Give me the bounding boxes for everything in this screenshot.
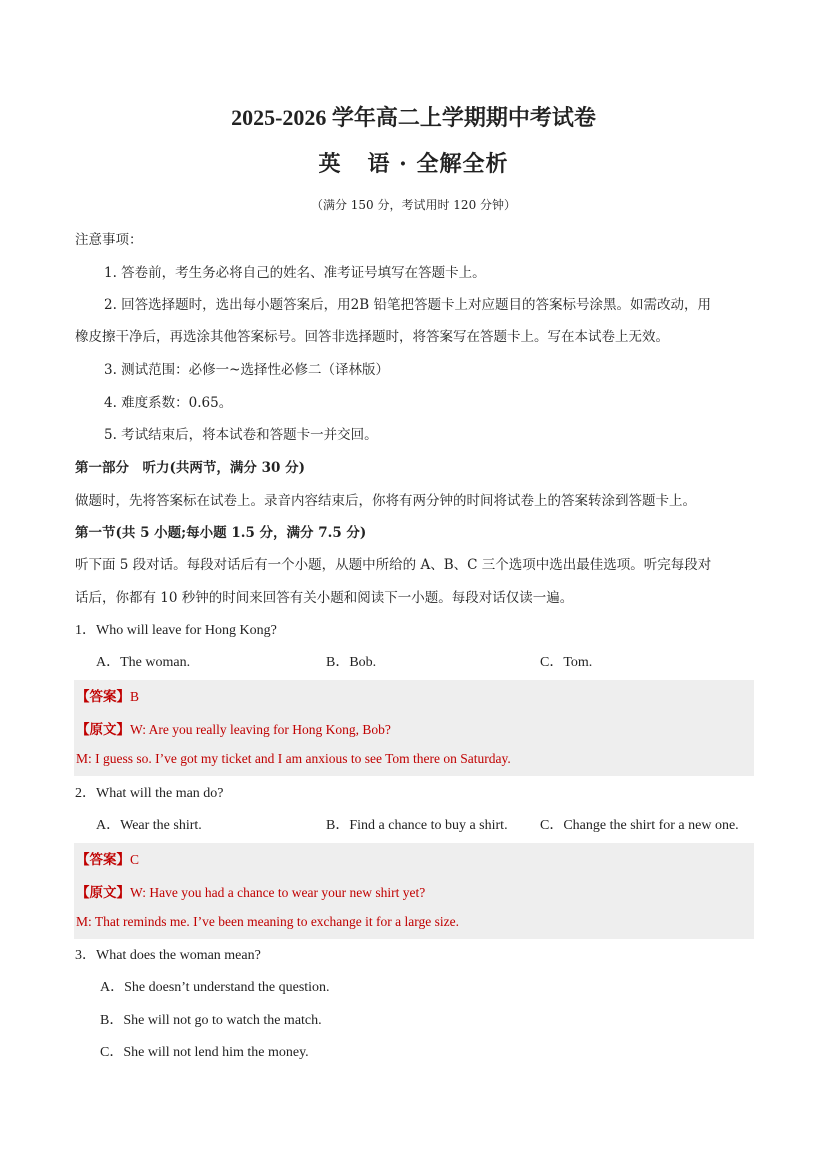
source-line: [76, 718, 391, 738]
source-text: M: I guess so. I’ve got my ticket and I am anxious to see Tom there on Saturday.: [76, 751, 511, 766]
answer-line: [76, 685, 139, 705]
option-b: B．Bob.: [326, 655, 377, 670]
notice-item: 橡皮擦干净后，再选涂其他答案标号。回答非选择题时，将答案写在答题卡上。写在本试卷上无效。: [75, 329, 669, 345]
notice-heading: 注意事项：: [75, 232, 143, 248]
option-c: C．Tom.: [540, 655, 593, 670]
notice-item: 5. 考试结束后，将本试卷和答题卡一并交回。: [104, 427, 378, 443]
answer-line: [76, 848, 139, 868]
exam-title: 2025-2026 学年高二上学期期中考试卷: [231, 105, 596, 130]
question-stem: 2．What will the man do?: [75, 786, 224, 801]
exam-subtitle: [0, 147, 827, 178]
answer-block: [74, 843, 754, 939]
part1-heading: 第一部分 听力(共两节，满分 30 分): [75, 460, 305, 476]
notice-item: 4. 难度系数：0.65。: [104, 395, 233, 411]
question-stem: 3．What does the woman mean?: [75, 948, 261, 963]
option-a: A．She doesn’t understand the question.: [100, 980, 330, 995]
source-line: [76, 881, 425, 901]
option-b: B．She will not go to watch the match.: [100, 1013, 322, 1028]
answer-label: 【答案】: [76, 852, 130, 867]
option-c: C．Change the shirt for a new one.: [540, 818, 739, 833]
answer-value: C: [130, 852, 140, 867]
option-b: B．Find a chance to buy a shirt.: [326, 818, 508, 833]
source-text: W: Are you really leaving for Hong Kong, Bob?: [130, 722, 391, 737]
part1-intro: 做题时，先将答案标在试卷上。录音内容结束后，你将有两分钟的时间将试卷上的答案转涂到答题卡上。: [75, 493, 696, 509]
option-a: A．Wear the shirt.: [96, 818, 202, 833]
subject-rest: 语 · 全解全析: [367, 151, 509, 177]
score-note: （满分 150 分，考试用时 120 分钟）: [310, 198, 517, 212]
subject-char: 英: [318, 151, 342, 177]
section-intro: 听下面 5 段对话。每段对话后有一个小题，从题中所给的 A、B、C 三个选项中选出最佳选项。听完每段对: [75, 557, 712, 573]
answer-label: 【答案】: [76, 689, 130, 704]
section-heading: 第一节(共 5 小题;每小题 1.5 分，满分 7.5 分): [75, 525, 367, 541]
option-a: A．The woman.: [96, 655, 191, 670]
source-text: W: Have you had a chance to wear your new shirt yet?: [130, 885, 426, 900]
notice-item: 1. 答卷前，考生务必将自己的姓名、准考证号填写在答题卡上。: [104, 265, 486, 281]
answer-block: [74, 680, 754, 776]
notice-item: 2. 回答选择题时，选出每小题答案后，用2B 铅笔把答题卡上对应题目的答案标号涂黑。如需改动，用: [104, 297, 711, 313]
question-stem: 1．Who will leave for Hong Kong?: [75, 623, 277, 638]
source-text: M: That reminds me. I’ve been meaning to exchange it for a large size.: [76, 914, 459, 929]
option-c: C．She will not lend him the money.: [100, 1045, 309, 1060]
source-label: 【原文】: [76, 722, 130, 737]
section-intro: 话后，你都有 10 秒钟的时间来回答有关小题和阅读下一小题。每段对话仅读一遍。: [75, 590, 574, 606]
notice-item: 3. 测试范围：必修一~选择性必修二（译林版）: [104, 362, 389, 378]
source-label: 【原文】: [76, 885, 130, 900]
answer-value: B: [130, 689, 140, 704]
